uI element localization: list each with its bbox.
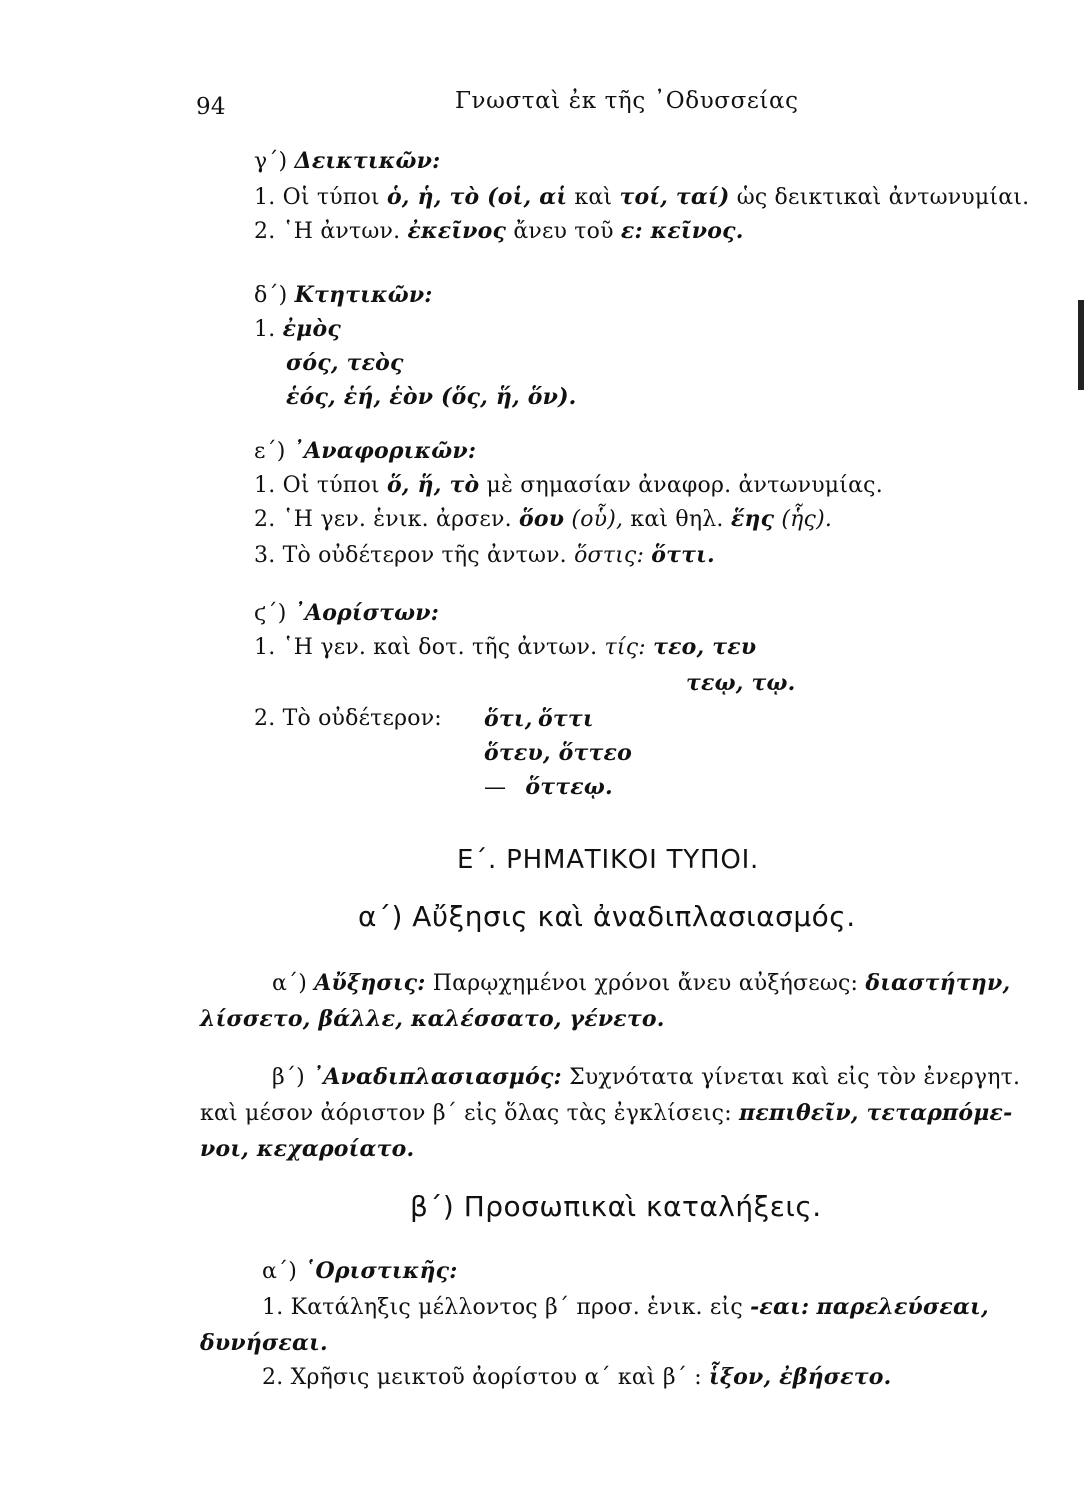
beta-line-1b: δυνήσεαι. [200,1330,328,1356]
section-gamma-heading [254,146,440,177]
alpha-para1-line1: α΄) Αὔξησις: Παρῳχημένοι χρόνοι ἄνευ αὐξήσεως: διαστήτην, [272,970,1011,996]
section-label: δ΄) [254,283,288,308]
stigma-line-2: 2. Τὸ οὐδέτερον: [254,706,442,731]
gamma-line-1: 1. Οἱ τύποι ὁ, ἡ, τὸ (οἱ, αἱ καὶ τοί, ταί) ὡς δεικτικαὶ ἀντωνυμίαι. [254,184,1030,210]
subsection-alpha-heading: α΄) Αὔξησις καὶ ἀναδιπλασιασμός. [358,900,856,933]
alpha-para2-line2: καὶ μέσον ἀόριστον β΄ εἰς ὅλας τὰς ἐγκλίσεις: πεπιθεῖν, τεταρπόμε- [200,1100,1013,1126]
epsilon-line-1: 1. Οἱ τύποι ὅ, ἥ, τὸ μὲ σημασίαν ἀναφορ. ἀντωνυμίας. [254,472,883,498]
item-number: 3. [254,543,276,568]
section-title: Κτητικῶν: [294,282,433,308]
stigma-line-1b: τεῳ, τῳ. [686,670,796,696]
beta-subheading [262,1256,458,1287]
stigma-line-1: 1. ῾Η γεν. καὶ δοτ. τῆς ἀντων. τίς: τεο, τευ [254,634,757,660]
delta-line-1: 1. ἐμὸς [254,316,341,342]
alpha-para2-line1: β΄) ᾿Αναδιπλασιασμός: Συχνότατα γίνεται καὶ εἰς τὸν ἐνεργητ. [272,1064,1021,1090]
stigma-line-4: — ὅττεῳ. [484,774,613,800]
item-number: 2. [254,706,276,731]
beta-line-1: 1. Κατάληξις μέλλοντος β΄ προσ. ἑνικ. εἰς -εαι: παρελεύσεαι, [262,1294,989,1320]
dash: — [484,775,507,800]
section-title: ᾿Αναφορικῶν: [292,438,477,464]
paragraph-label: α΄) [272,971,308,996]
gamma-line-2: 2. ῾Η ἀντων. ἐκεῖνος ἄνευ τοῦ ε: κεῖνος. [254,218,744,244]
section-e-title: Ε΄. ΡΗΜΑΤΙΚΟΙ ΤΥΠΟΙ. [457,845,760,875]
section-delta-heading [254,280,433,311]
section-label: α΄) [262,1259,298,1284]
stigma-form-otti: ὅττι [538,706,594,732]
section-title: ᾿Αορίστων: [293,600,440,626]
delta-line-3: ἑός, ἑή, ἑὸν (ὅς, ἥ, ὅν). [286,384,577,410]
section-label: γ΄) [254,149,288,174]
page-edge-mark [1078,300,1084,390]
section-label: ϛ΄) [254,601,287,626]
item-number: 2. [254,507,276,532]
section-epsilon-heading [254,436,476,467]
item-number: 2. [262,1365,284,1390]
epsilon-line-2: 2. ῾Η γεν. ἑνικ. ἀρσεν. ὅου (οὗ), καὶ θηλ. ἕης (ἧς). [254,506,833,532]
item-number: 1. [254,185,276,210]
stigma-line-3: ὅτευ, ὅττεο [484,740,632,766]
subsection-beta-heading: β΄) Προσωπικαὶ καταλήξεις. [410,1190,822,1223]
section-stigma-heading [254,598,439,629]
item-number: 1. [254,317,276,342]
epsilon-line-3: 3. Τὸ οὐδέτερον τῆς ἀντων. ὅστις: ὅττι. [254,542,715,568]
section-title: ῾Οριστικῆς: [304,1258,458,1284]
running-title: Γνωσταὶ ἐκ τῆς ᾿Οδυσσείας [455,88,799,114]
beta-line-2: 2. Χρῆσις μεικτοῦ ἀορίστου α΄ καὶ β΄ : ἷξον, ἐβήσετο. [262,1364,892,1390]
alpha-para1-line2: λίσσετο, βάλλε, καλέσσατο, γένετο. [200,1006,665,1032]
section-title: Δεικτικῶν: [294,148,441,174]
stigma-form-oti: ὅτι, [484,706,533,732]
section-label: ε΄) [254,439,286,464]
item-number: 1. [254,635,276,660]
item-number: 2. [254,219,276,244]
paragraph-label: β΄) [272,1065,305,1090]
delta-line-2: σός, τεὸς [286,350,404,376]
item-number: 1. [254,473,276,498]
page-number: 94 [196,94,226,120]
alpha-para2-line3: νοι, κεχαροίατο. [200,1136,415,1162]
item-number: 1. [262,1295,284,1320]
